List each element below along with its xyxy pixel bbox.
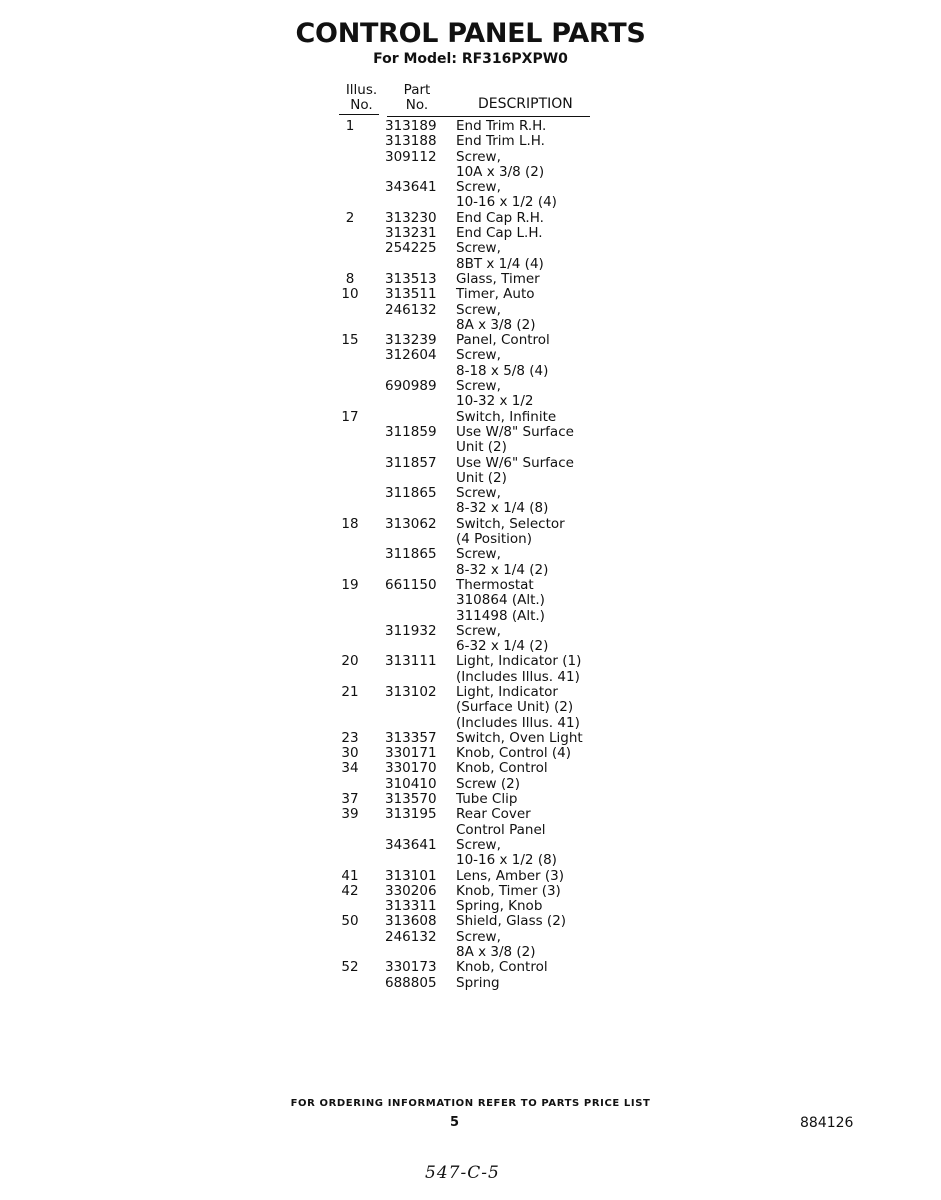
part-description: 8A x 3/8 (2) xyxy=(456,316,536,333)
table-row xyxy=(330,348,630,363)
table-row xyxy=(330,685,630,700)
table-row xyxy=(330,257,630,272)
model-line: For Model: RF316PXPW0 xyxy=(373,51,568,67)
part-number: 313101 xyxy=(385,867,437,884)
part-number: 313513 xyxy=(385,270,437,287)
part-description: Knob, Control xyxy=(456,959,548,976)
illus-number: 1 xyxy=(345,118,355,134)
part-description: End Cap R.H. xyxy=(456,209,544,226)
part-description: (Surface Unit) (2) xyxy=(456,699,574,716)
ordering-info-note: FOR ORDERING INFORMATION REFER TO PARTS PRICE LIST xyxy=(290,1098,651,1109)
part-description: Screw, xyxy=(456,240,501,257)
part-description: 8-32 x 1/4 (2) xyxy=(456,561,549,578)
part-number: 330173 xyxy=(385,959,437,976)
column-header-illus-no xyxy=(339,83,384,113)
part-number: 310410 xyxy=(385,775,437,792)
part-number: 330206 xyxy=(385,882,437,899)
illus-number: 39 xyxy=(341,806,359,823)
table-row xyxy=(330,945,630,960)
part-number: 254225 xyxy=(385,240,437,257)
part-description: Screw, xyxy=(456,622,501,639)
table-row xyxy=(330,410,630,425)
illus-number: 20 xyxy=(341,653,359,670)
part-number: 661150 xyxy=(385,576,437,593)
table-row xyxy=(330,119,630,134)
page-title: CONTROL PANEL PARTS xyxy=(295,18,646,49)
part-description: Screw, xyxy=(456,928,501,945)
table-row xyxy=(330,761,630,776)
part-description: 10-16 x 1/2 (8) xyxy=(456,852,557,869)
illus-number: 30 xyxy=(341,745,359,762)
part-number: 311865 xyxy=(385,485,437,502)
table-row xyxy=(330,960,630,975)
part-number: 309112 xyxy=(385,148,437,165)
table-row xyxy=(330,318,630,333)
table-row xyxy=(330,425,630,440)
table-row xyxy=(330,440,630,455)
table-row xyxy=(330,578,630,593)
part-number: 313062 xyxy=(385,515,437,532)
table-row xyxy=(330,471,630,486)
part-description: 310864 (Alt.) xyxy=(456,592,545,609)
part-description: Screw, xyxy=(456,347,501,364)
table-row xyxy=(330,899,630,914)
part-description: Screw, xyxy=(456,179,501,196)
part-number: 313195 xyxy=(385,806,437,823)
table-row xyxy=(330,838,630,853)
header-illus-line2: No. xyxy=(350,97,373,113)
part-description: Glass, Timer xyxy=(456,270,540,287)
table-row xyxy=(330,746,630,761)
illus-number: 8 xyxy=(345,270,355,287)
table-row xyxy=(330,501,630,516)
part-description: 10-32 x 1/2 xyxy=(456,393,534,410)
table-row xyxy=(330,364,630,379)
table-row xyxy=(330,226,630,241)
part-description: Thermostat xyxy=(456,576,534,593)
table-row xyxy=(330,716,630,731)
table-row xyxy=(330,486,630,501)
document-number: 884126 xyxy=(800,1115,854,1131)
part-description: Light, Indicator (1) xyxy=(456,653,582,670)
part-description: End Cap L.H. xyxy=(456,225,543,242)
part-number: 313231 xyxy=(385,225,437,242)
part-description: Use W/6" Surface xyxy=(456,454,574,471)
illus-number: 18 xyxy=(341,515,359,532)
table-row xyxy=(330,547,630,562)
table-row xyxy=(330,272,630,287)
part-description: Unit (2) xyxy=(456,439,507,456)
part-description: End Trim R.H. xyxy=(456,118,547,134)
part-description: Use W/8" Surface xyxy=(456,423,574,440)
table-row xyxy=(330,333,630,348)
table-row xyxy=(330,639,630,654)
table-row xyxy=(330,150,630,165)
part-description: (4 Position) xyxy=(456,531,532,548)
table-row xyxy=(330,180,630,195)
illus-number: 2 xyxy=(345,209,355,226)
part-description: Unit (2) xyxy=(456,469,507,486)
part-number: 313102 xyxy=(385,683,437,700)
part-description: Screw, xyxy=(456,546,501,563)
table-row xyxy=(330,869,630,884)
part-description: Knob, Control xyxy=(456,760,548,777)
part-number: 688805 xyxy=(385,974,437,991)
part-number: 343641 xyxy=(385,179,437,196)
part-description: Switch, Selector xyxy=(456,515,565,532)
part-description: Knob, Control (4) xyxy=(456,745,572,762)
part-description: Tube Clip xyxy=(456,791,518,808)
table-row xyxy=(330,930,630,945)
table-row xyxy=(330,807,630,822)
table-row xyxy=(330,853,630,868)
table-row xyxy=(330,195,630,210)
illus-number: 37 xyxy=(341,791,359,808)
table-row xyxy=(330,563,630,578)
header-illus-line1: Illus. xyxy=(345,82,378,98)
header-part-line2: No. xyxy=(405,97,429,113)
part-number: 313189 xyxy=(385,118,437,134)
table-row xyxy=(330,593,630,608)
table-row xyxy=(330,532,630,547)
part-description: 311498 (Alt.) xyxy=(456,607,545,624)
part-number: 311865 xyxy=(385,546,437,563)
part-description: Timer, Auto xyxy=(456,286,535,303)
illus-number: 50 xyxy=(341,913,359,930)
illus-number: 23 xyxy=(341,729,359,746)
part-description: Switch, Infinite xyxy=(456,408,557,425)
part-description: Knob, Timer (3) xyxy=(456,882,561,899)
page-number: 5 xyxy=(450,1115,460,1130)
part-description: 6-32 x 1/4 (2) xyxy=(456,638,549,655)
part-description: 8-18 x 5/8 (4) xyxy=(456,362,549,379)
illus-number: 41 xyxy=(341,867,359,884)
part-number: 313230 xyxy=(385,209,437,226)
table-row xyxy=(330,609,630,624)
part-number: 313239 xyxy=(385,332,437,349)
part-number: 343641 xyxy=(385,836,437,853)
part-number: 330170 xyxy=(385,760,437,777)
part-description: Screw (2) xyxy=(456,775,521,792)
part-number: 312604 xyxy=(385,347,437,364)
column-header-part-no xyxy=(393,83,441,113)
header-divider-illus xyxy=(339,114,379,115)
table-row xyxy=(330,914,630,929)
part-description: Screw, xyxy=(456,301,501,318)
illus-number: 15 xyxy=(341,332,359,349)
part-description: (Includes Illus. 41) xyxy=(456,668,580,685)
header-part-line1: Part xyxy=(403,82,431,98)
part-description: (Includes Illus. 41) xyxy=(456,714,580,731)
table-row xyxy=(330,777,630,792)
table-row xyxy=(330,517,630,532)
table-row xyxy=(330,823,630,838)
part-number: 246132 xyxy=(385,301,437,318)
part-number: 330171 xyxy=(385,745,437,762)
illus-number: 21 xyxy=(341,683,359,700)
part-description: Screw, xyxy=(456,378,501,395)
part-description: Rear Cover xyxy=(456,806,531,823)
part-description: Control Panel xyxy=(456,821,546,838)
part-description: Spring, Knob xyxy=(456,898,543,915)
table-row xyxy=(330,654,630,669)
part-number: 311932 xyxy=(385,622,437,639)
table-row xyxy=(330,165,630,180)
part-number: 313188 xyxy=(385,133,437,150)
part-description: Screw, xyxy=(456,485,501,502)
part-number: 313357 xyxy=(385,729,437,746)
part-number: 246132 xyxy=(385,928,437,945)
table-row xyxy=(330,792,630,807)
handwritten-note: 547-C-5 xyxy=(425,1163,500,1183)
part-description: Screw, xyxy=(456,148,501,165)
table-row xyxy=(330,287,630,302)
part-description: Light, Indicator xyxy=(456,683,558,700)
illus-number: 34 xyxy=(341,760,359,777)
column-header-description: DESCRIPTION xyxy=(478,96,573,112)
part-description: 10-16 x 1/2 (4) xyxy=(456,194,557,211)
part-description: 8-32 x 1/4 (8) xyxy=(456,500,549,517)
part-number: 313511 xyxy=(385,286,437,303)
part-number: 313111 xyxy=(385,653,437,670)
part-description: Screw, xyxy=(456,836,501,853)
parts-table xyxy=(330,119,630,991)
header-divider xyxy=(387,116,590,117)
part-description: Lens, Amber (3) xyxy=(456,867,564,884)
part-description: Spring xyxy=(456,974,500,991)
table-row xyxy=(330,211,630,226)
part-number: 313570 xyxy=(385,791,437,808)
part-description: End Trim L.H. xyxy=(456,133,545,150)
part-number: 313608 xyxy=(385,913,437,930)
part-description: Panel, Control xyxy=(456,332,550,349)
table-row xyxy=(330,624,630,639)
part-description: Switch, Oven Light xyxy=(456,729,583,746)
table-row xyxy=(330,456,630,471)
table-row xyxy=(330,731,630,746)
table-row xyxy=(330,241,630,256)
part-number: 313311 xyxy=(385,898,437,915)
table-row xyxy=(330,700,630,715)
part-number: 311857 xyxy=(385,454,437,471)
table-row xyxy=(330,394,630,409)
part-number: 311859 xyxy=(385,423,437,440)
illus-number: 10 xyxy=(341,286,359,303)
part-description: 8A x 3/8 (2) xyxy=(456,944,536,961)
illus-number: 19 xyxy=(341,576,359,593)
illus-number: 17 xyxy=(341,408,359,425)
table-row xyxy=(330,884,630,899)
illus-number: 52 xyxy=(341,959,359,976)
part-number: 690989 xyxy=(385,378,437,395)
part-description: 10A x 3/8 (2) xyxy=(456,163,545,180)
table-row xyxy=(330,976,630,991)
table-row xyxy=(330,379,630,394)
table-row xyxy=(330,134,630,149)
part-description: Shield, Glass (2) xyxy=(456,913,567,930)
table-row xyxy=(330,303,630,318)
table-row xyxy=(330,670,630,685)
illus-number: 42 xyxy=(341,882,359,899)
part-description: 8BT x 1/4 (4) xyxy=(456,255,544,272)
